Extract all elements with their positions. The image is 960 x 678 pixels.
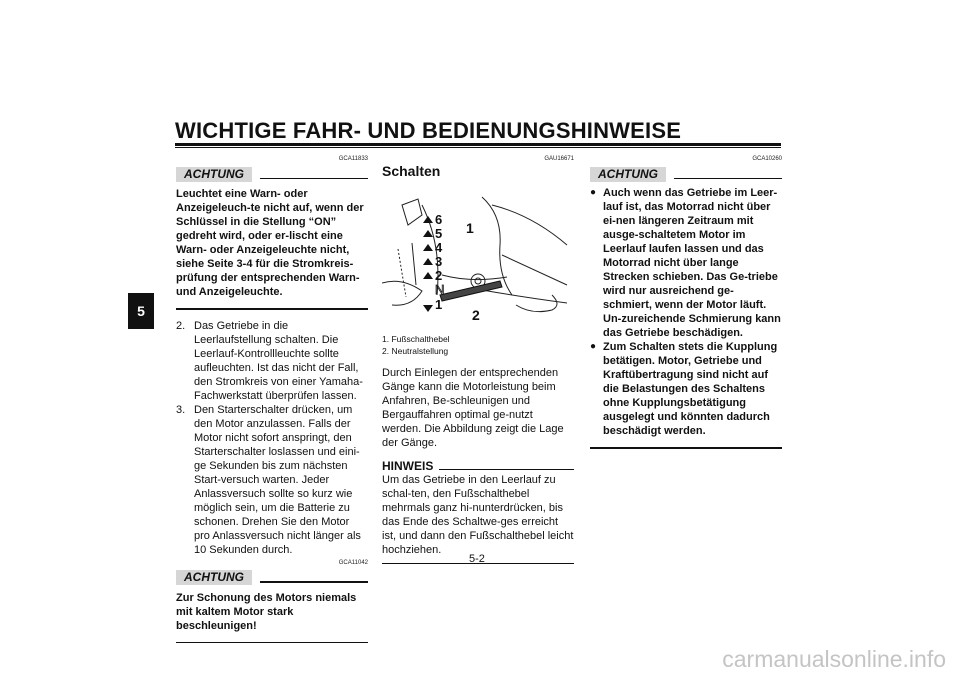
- list-item: [176, 319, 368, 403]
- hinweis-rule: [439, 469, 574, 470]
- page-title: WICHTIGE FAHR- UND BEDIENUNGSHINWEISE: [175, 118, 682, 143]
- column-right: [590, 155, 782, 449]
- reference-code: GCA10260: [752, 156, 782, 162]
- achtung-label: ACHTUNG: [176, 570, 252, 585]
- caption-line: 1. Fußschalthebel: [382, 334, 450, 344]
- hinweis-header: [382, 459, 574, 473]
- body-paragraph: Durch Einlegen der entsprechenden Gänge kann die Motorleistung beim Anfahren, Be-schleunigen und Bergauffahren optimal ge-nutzt werden. Die Abbildung zeigt die Lage der Gänge.: [382, 367, 564, 449]
- bullet-text: Zum Schalten stets die Kupplung betätigen. Motor, Getriebe und Kraftübertragung sind nicht auf die Belastungen des Schaltens ohne Kupplungsbetätigung ausgelegt und könnten dadurch beschädigt werden.: [603, 341, 778, 437]
- list-item: [590, 340, 782, 438]
- achtung-rule: [674, 178, 782, 180]
- gear-label: N: [435, 282, 445, 297]
- gear-label: 4: [435, 240, 443, 255]
- title-rule-thin: [175, 147, 781, 148]
- callout-label: 2: [472, 307, 480, 323]
- achtung-rule: [260, 581, 368, 583]
- chapter-tab: 5: [128, 293, 154, 329]
- caption-line: 2. Neutralstellung: [382, 346, 449, 356]
- gear-label: 6: [435, 212, 443, 227]
- achtung-header: [176, 570, 368, 586]
- list-item: [176, 403, 368, 557]
- hinweis-label: HINWEIS: [382, 459, 434, 473]
- step-number: 2.: [176, 319, 186, 332]
- watermark: carmanualsonline.info: [722, 646, 946, 672]
- achtung-text: Zur Schonung des Motors niemals mit kaltem Motor stark beschleunigen!: [176, 591, 357, 632]
- achtung-end-rule: [590, 447, 782, 449]
- gear-label: 3: [435, 254, 443, 269]
- achtung-label: ACHTUNG: [590, 167, 666, 182]
- figure-caption: [382, 333, 574, 357]
- callout-label: 1: [466, 220, 474, 236]
- list-item: [590, 186, 782, 340]
- page-number: 5-2: [469, 553, 485, 565]
- bullet-icon: ●: [590, 341, 597, 352]
- achtung-header: [590, 166, 782, 182]
- achtung-rule: [260, 178, 368, 180]
- step-text: Den Starterschalter drücken, um den Motor anzulassen. Falls der Motor nicht sofort anspringt, den Starterschalter loslassen und eini-ge Sekunden bis zum nächsten Start-versuch warten. Jeder Anlassversuch sollte so kurz wie möglich sein, um die Batterie zu schonen. Drehen Sie den Motor pro Anlassversuch nicht länger als 10 Sekunden durch.: [194, 403, 361, 556]
- column-left: [176, 155, 368, 643]
- achtung-text: Leuchtet eine Warn- oder Anzeigeleuch-te nicht auf, wenn der Schlüssel in die Stellung “ON” gedreht wird, oder er-lischt eine Warn- oder Anzeigeleuchte nicht, siehe Seite 3-4 für die Stromkreis-prüfung der entsprechenden Warn- und Anzeigeleuchte.: [176, 188, 364, 298]
- gear-shift-illustration: [382, 185, 574, 330]
- bullet-text: Auch wenn das Getriebe im Leer-lauf ist, das Motorrad nicht über ei-nen längeren Zeitraum mit ausge-schaltetem Motor im Leerlauf laufen lassen und das Motorrad nicht über lange Strecken schieben. Das Ge-triebe wird nur ausreichend ge-schmiert, wenn der Motor läuft. Un-zureichende Schmierung kann das Getriebe beschädigen.: [603, 187, 781, 339]
- step-list: [176, 319, 368, 557]
- title-rule: [175, 143, 781, 146]
- column-middle: [382, 155, 574, 564]
- reference-code: GCA11042: [338, 559, 368, 566]
- step-text: Das Getriebe in die Leerlaufstellung schalten. Die Leerlauf-Kontrollleuchte sollte aufleuchten. Ist das nicht der Fall, den Stromkreis von einer Yamaha-Fachwerkstatt überprüfen lassen.: [194, 319, 363, 402]
- gear-shift-figure: [382, 185, 574, 330]
- reference-code: GAU16671: [544, 156, 574, 162]
- section-heading: Schalten: [382, 163, 441, 179]
- hinweis-text: Um das Getriebe in den Leerlauf zu schal-ten, den Fußschalthebel mehrmals ganz hi-nunterdrücken, bis das Ende des Schaltwe-ges erreicht ist, und dann den Fußschalthebel leicht hochziehen.: [382, 474, 574, 556]
- reference-code: GCA11833: [338, 156, 368, 162]
- step-number: 3.: [176, 403, 186, 416]
- gear-label: 5: [435, 226, 443, 241]
- achtung-end-rule: [176, 308, 368, 310]
- gear-label: 1: [435, 297, 443, 312]
- bullet-list: [590, 186, 782, 438]
- shift-lever: [440, 281, 502, 301]
- achtung-header: [176, 166, 368, 182]
- bullet-icon: ●: [590, 187, 597, 198]
- achtung-end-rule: [176, 642, 368, 644]
- gear-label: 2: [435, 268, 443, 283]
- achtung-label: ACHTUNG: [176, 167, 252, 182]
